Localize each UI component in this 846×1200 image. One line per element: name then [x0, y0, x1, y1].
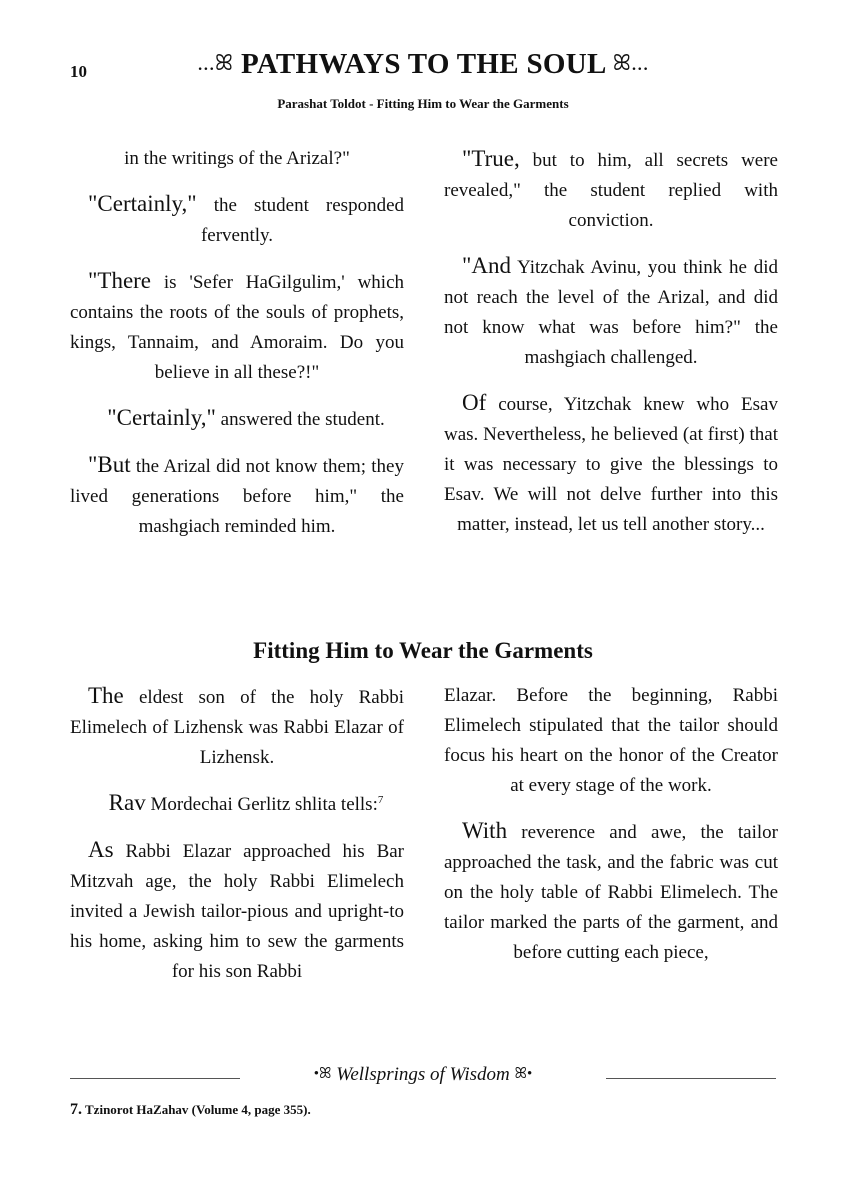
paragraph-text: Rabbi Elazar approached his Bar Mitzvah age, the holy Rabbi Elimelech invited a Jewish tailor-pious and upright-to his home, asking him to sew the garments for his son Rabbi: [70, 841, 404, 982]
paragraph: [444, 388, 778, 540]
paragraph: [70, 835, 404, 987]
top-right-column: [444, 144, 778, 555]
paragraph: [70, 681, 404, 773]
lead-word: "Certainly,": [107, 405, 216, 430]
paragraph-text: Yitzchak Avinu, you think he did not reach the level of the Arizal, and did not know what was before him?" the mashgiach challenged.: [444, 257, 778, 368]
paragraph: [444, 251, 778, 373]
footnote-marker[interactable]: 7: [377, 794, 384, 806]
paragraph: [70, 266, 404, 388]
lead-word: "But: [88, 452, 131, 477]
paragraph-text: reverence and awe, the tailor approached the task, and the fabric was cut on the holy table of Rabbi Elimelech. The tailor marked the parts of the garment, and before cutting each piece,: [444, 822, 778, 963]
bottom-right-column: [444, 681, 778, 983]
section-heading: Fitting Him to Wear the Garments: [253, 638, 593, 663]
page-number: 10: [70, 62, 87, 81]
ornament-right-icon: ꕤ...: [612, 50, 649, 75]
lead-word: "And: [462, 253, 511, 278]
lead-word: With: [462, 818, 508, 843]
paragraph-text: Mordechai Gerlitz shlita tells:: [145, 794, 378, 815]
paragraph: [444, 816, 778, 968]
footnote-text: Tzinorot HaZahav (Volume 4, page 355).: [82, 1102, 311, 1117]
footnote-number: 7.: [70, 1101, 82, 1118]
footer-title-text: Wellsprings of Wisdom: [336, 1064, 510, 1085]
lead-word: "True,: [462, 146, 520, 171]
paragraph: [70, 788, 404, 820]
paragraph: [444, 144, 778, 236]
footer-title: [0, 1064, 846, 1086]
paragraph: [70, 144, 404, 174]
lead-word: "There: [88, 268, 152, 293]
lead-word: Rav: [108, 790, 146, 815]
bottom-left-column: [70, 681, 404, 1002]
top-left-column: [70, 144, 404, 557]
paragraph-text: the student responded fervently.: [196, 195, 404, 246]
lead-word: The: [88, 683, 124, 708]
paragraph: [70, 189, 404, 251]
paragraph-text: but to him, all secrets were revealed," the student replied with conviction.: [444, 150, 778, 231]
paragraph-text: the Arizal did not know them; they lived generations before him," the mashgiach reminded him.: [70, 456, 404, 537]
running-head: Parashat Toldot - Fitting Him to Wear the Garments: [277, 96, 569, 111]
paragraph-text: in the writings of the Arizal?": [124, 148, 350, 169]
footer-ornament-left-icon: •ꕤ: [313, 1066, 332, 1082]
paragraph: [70, 403, 404, 435]
paragraph-text: eldest son of the holy Rabbi Elimelech of Lizhensk was Rabbi Elazar of Lizhensk.: [70, 687, 404, 768]
book-title: [0, 48, 846, 81]
book-title-text: PATHWAYS TO THE SOUL: [240, 48, 606, 80]
paragraph-text: course, Yitzchak knew who Esav was. Nevertheless, he believed (at first) that it was necessary to give the blessings to Esav. We will not delve further into this matter, instead, let us tell another story...: [444, 394, 778, 535]
paragraph: [444, 681, 778, 801]
lead-word: Of: [462, 390, 487, 415]
paragraph-text: answered the student.: [215, 409, 385, 430]
paragraph-text: is 'Sefer HaGilgulim,' which contains the roots of the souls of prophets, kings, Tannaim, and Amoraim. Do you believe in all these?!": [70, 272, 404, 383]
lead-word: As: [88, 837, 114, 862]
ornament-left-icon: ...ꕤ: [197, 50, 234, 75]
paragraph: [70, 450, 404, 542]
footnote: [70, 1101, 311, 1119]
lead-word: "Certainly,": [88, 191, 197, 216]
footer-ornament-right-icon: ꕤ•: [514, 1066, 533, 1082]
paragraph-text: Elazar. Before the beginning, Rabbi Elimelech stipulated that the tailor should focus his heart on the honor of the Creator at every stage of the work.: [444, 685, 778, 796]
